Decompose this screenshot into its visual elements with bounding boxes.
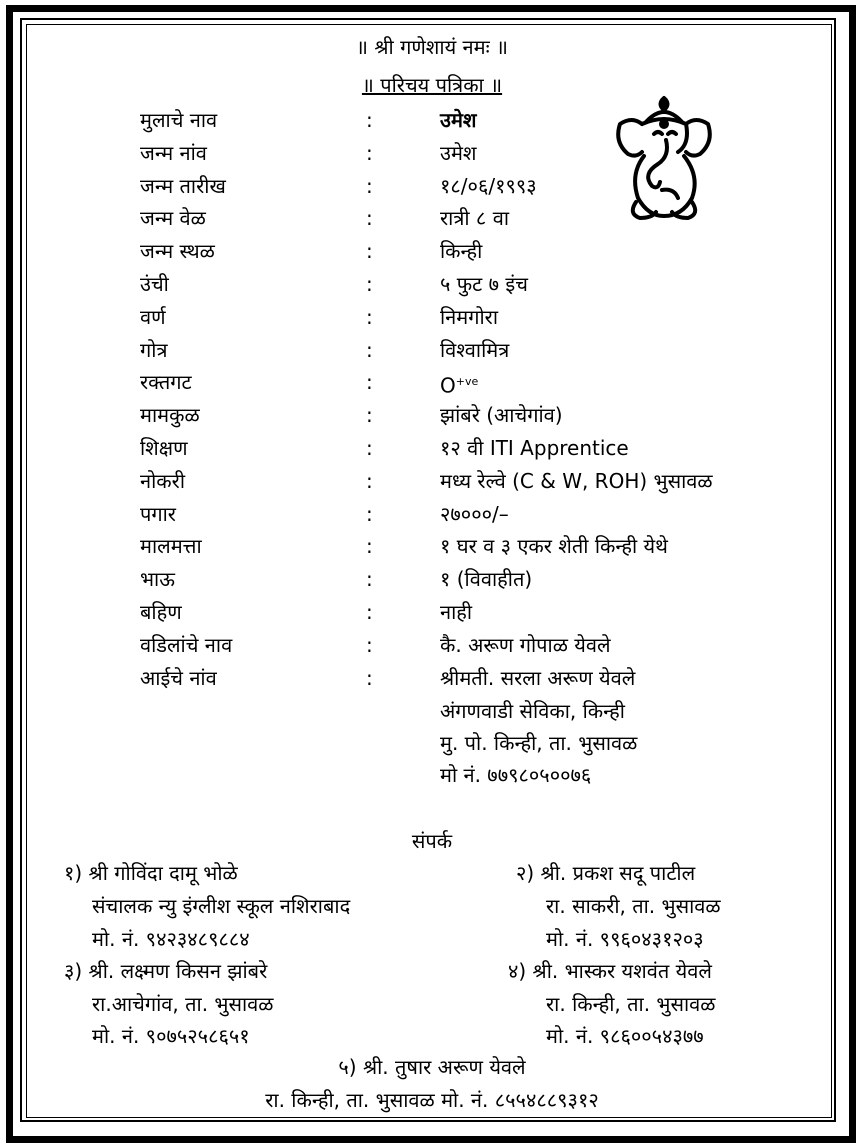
detail-label: आईचे नांव <box>140 666 217 690</box>
contact-5-name: ५) श्री. तुषार अरूण येवले <box>338 1055 526 1079</box>
detail-value-text: १ घर व ३ एकर शेती किन्ही येथे <box>440 534 668 558</box>
detail-value-text: १२ वी ITI Apprentice <box>440 436 629 460</box>
detail-value-text: १ (विवाहीत) <box>440 567 533 591</box>
detail-value <box>440 566 532 592</box>
detail-label: बहिण <box>140 600 182 624</box>
detail-value <box>440 271 528 297</box>
detail-value-text: झांबरे (आचेगांव) <box>440 403 563 427</box>
contact-heading: संपर्क <box>411 829 453 853</box>
detail-value-text: २७०००/– <box>440 502 509 526</box>
detail-colon: : <box>366 272 373 296</box>
detail-value <box>440 599 472 625</box>
detail-value <box>440 402 563 428</box>
detail-value-text: मध्य रेल्वे (C & W, ROH) भुसावळ <box>440 469 713 493</box>
contact-1-name: १) श्री गोविंदा दामू भोळे <box>64 861 238 885</box>
detail-value <box>440 435 629 461</box>
detail-value <box>440 369 478 399</box>
detail-label: जन्म स्थळ <box>140 239 215 263</box>
detail-label: मामकुळ <box>140 403 200 427</box>
detail-colon: : <box>366 108 373 132</box>
detail-colon: : <box>366 174 373 198</box>
detail-colon: : <box>366 534 373 558</box>
contact-4-address: रा. किन्ही, ता. भुसावळ <box>546 992 716 1016</box>
detail-colon: : <box>366 370 373 394</box>
detail-value <box>440 533 668 559</box>
detail-colon: : <box>366 305 373 329</box>
detail-colon: : <box>366 633 373 657</box>
detail-value-text: १८/०६/१९९३ <box>440 174 537 198</box>
detail-value <box>440 632 611 658</box>
detail-value-text: उमेश <box>440 108 477 132</box>
mother-extra-3: मो नं. ७७९८०५००७६ <box>440 763 592 787</box>
detail-label: गोत्र <box>140 338 168 362</box>
detail-value <box>440 140 477 166</box>
contact-1-address: संचालक न्यु इंग्लीश स्कूल नशिराबाद <box>92 894 351 918</box>
detail-value-text: उमेश <box>440 141 477 165</box>
contact-1-phone: मो. नं. ९४२३४८९८८४ <box>92 927 250 951</box>
detail-colon: : <box>366 436 373 460</box>
detail-label: शिक्षण <box>140 436 188 460</box>
detail-colon: : <box>366 338 373 362</box>
detail-label: पगार <box>140 502 176 526</box>
detail-label: वर्ण <box>140 305 166 329</box>
detail-value <box>440 107 477 133</box>
detail-value <box>440 468 713 494</box>
page-title: ॥ परिचय पत्रिका ॥ <box>361 73 503 97</box>
detail-value-text: श्रीमती. सरला अरूण येवले <box>440 666 636 690</box>
detail-label: रक्तगट <box>140 370 192 394</box>
detail-label: जन्म वेळ <box>140 206 206 230</box>
detail-label: जन्म तारीख <box>140 174 226 198</box>
invocation: ॥ श्री गणेशायं नमः ॥ <box>356 35 508 59</box>
contact-5-address: रा. किन्ही, ता. भुसावळ मो. नं. ८५५४८८९३१२ <box>265 1088 599 1112</box>
detail-colon: : <box>366 239 373 263</box>
detail-label: उंची <box>140 272 169 296</box>
detail-label: जन्म नांव <box>140 141 207 165</box>
detail-value-text: विश्वामित्र <box>440 338 510 362</box>
detail-label: मालमत्ता <box>140 534 202 558</box>
detail-label: नोकरी <box>140 469 185 493</box>
contact-4-name: ४) श्री. भास्कर यशवंत येवले <box>508 959 712 983</box>
detail-value-text: निमगोरा <box>440 305 499 329</box>
detail-colon: : <box>366 600 373 624</box>
detail-label: भाऊ <box>140 567 175 591</box>
detail-value <box>440 304 498 330</box>
detail-colon: : <box>366 206 373 230</box>
detail-value <box>440 205 509 231</box>
detail-colon: : <box>366 502 373 526</box>
detail-value-text: O <box>440 373 456 398</box>
detail-value <box>440 665 635 691</box>
contact-3-name: ३) श्री. लक्ष्मण किसन झांबरे <box>64 959 268 983</box>
detail-value <box>440 238 482 264</box>
detail-colon: : <box>366 567 373 591</box>
detail-colon: : <box>366 141 373 165</box>
contact-3-address: रा.आचेगांव, ता. भुसावळ <box>92 992 274 1016</box>
detail-value-text: ५ फुट ७ इंच <box>440 272 528 296</box>
contact-3-phone: मो. नं. ९०७५२५८६५१ <box>92 1024 250 1048</box>
contact-4-phone: मो. नं. ९८६००५४३७७ <box>546 1024 704 1048</box>
detail-colon: : <box>366 469 373 493</box>
detail-colon: : <box>366 403 373 427</box>
detail-value-sup: +ve <box>455 375 479 388</box>
detail-label: वडिलांचे नाव <box>140 633 233 657</box>
detail-label: मुलाचे नाव <box>140 108 218 132</box>
contact-2-name: २) श्री. प्रकश सदू पाटील <box>516 861 696 885</box>
mother-extra-2: मु. पो. किन्ही, ता. भुसावळ <box>440 731 638 755</box>
contact-2-phone: मो. नं. ९९६०४३१२०३ <box>546 927 704 951</box>
detail-value <box>440 337 509 363</box>
detail-value-text: रात्री ८ वा <box>440 206 509 230</box>
detail-value-text: किन्ही <box>440 239 483 263</box>
mother-extra-1: अंगणवाडी सेविका, किन्ही <box>440 699 625 723</box>
detail-value <box>440 173 537 199</box>
detail-colon: : <box>366 666 373 690</box>
detail-value-text: कै. अरूण गोपाळ येवले <box>440 633 611 657</box>
contact-2-address: रा. साकरी, ता. भुसावळ <box>546 894 721 918</box>
detail-value-text: नाही <box>440 600 473 624</box>
ganesh-icon <box>612 94 716 224</box>
detail-value <box>440 501 509 527</box>
